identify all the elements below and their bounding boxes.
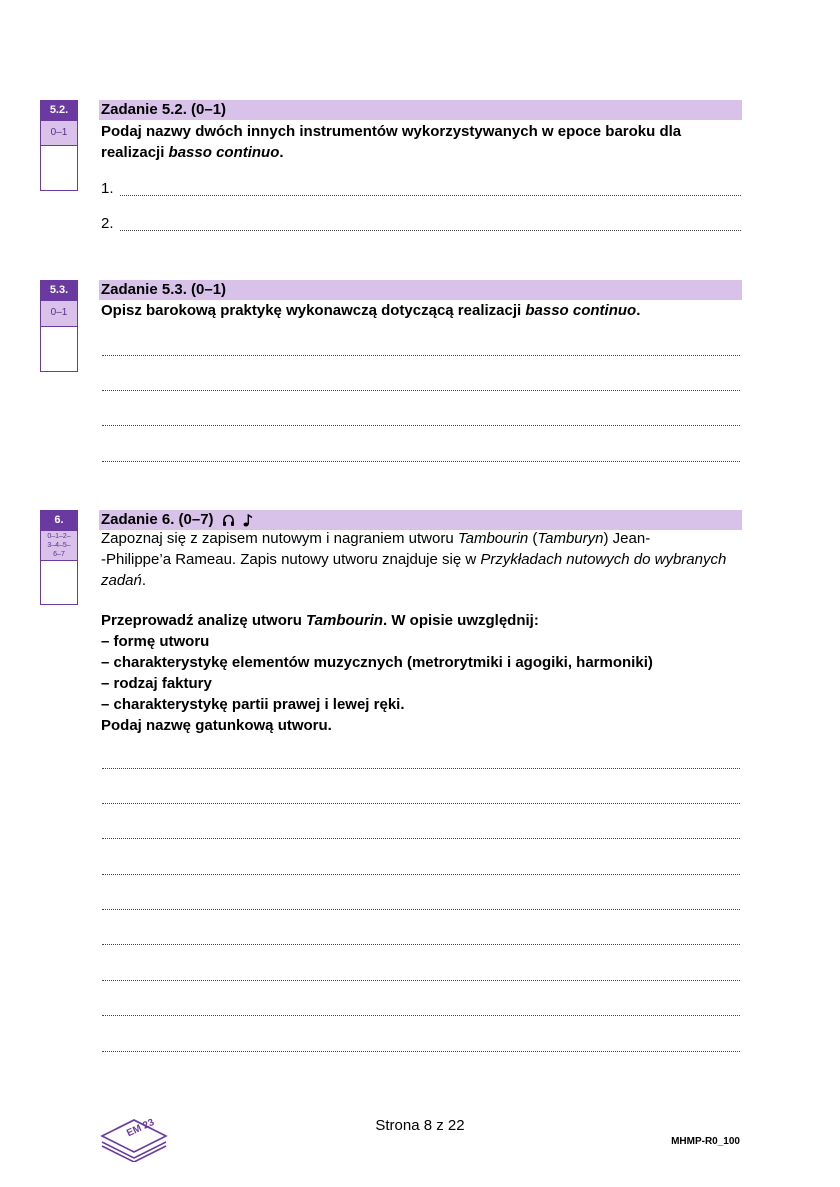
answer-line[interactable] bbox=[102, 345, 740, 356]
answer-line[interactable] bbox=[102, 451, 740, 462]
task-number: 5.2. bbox=[41, 101, 77, 120]
final-instruction: Podaj nazwę gatunkową utworu. bbox=[101, 717, 332, 734]
answer-line[interactable] bbox=[102, 1041, 740, 1052]
answer-line[interactable] bbox=[102, 415, 740, 426]
bullet-item: – charakterystykę partii prawej i lewej ręki. bbox=[101, 696, 405, 713]
logo-text: EM 23 bbox=[125, 1117, 157, 1140]
score-box[interactable] bbox=[41, 146, 77, 190]
exam-code: MHMP-R0_100 bbox=[671, 1136, 740, 1147]
task-intro: Zapoznaj się z zapisem nutowym i nagraniem utworu Tambourin (Tamburyn) Jean- -Philippe’a Rameau. Zapis nutowy utworu znajduje się w Przykładach nutowych do wybranych zadań. bbox=[101, 530, 727, 589]
answer-line[interactable] bbox=[102, 793, 740, 804]
answer-line[interactable] bbox=[102, 380, 740, 391]
instruction-line: Przeprowadź analizę utworu Tambourin. W opisie uwzględnij: bbox=[101, 612, 539, 629]
music-note-icon bbox=[243, 514, 253, 527]
task-prompt: Podaj nazwy dwóch innych instrumentów wykorzystywanych w epoce baroku dla realizacji basso continuo. bbox=[101, 123, 682, 161]
bullet-item: – charakterystykę elementów muzycznych (metrorytmiki i agogiki, harmoniki) bbox=[101, 654, 653, 671]
task-points: 0–1–2– 3–4–5– 6–7 bbox=[41, 530, 77, 561]
task-prompt: Opisz barokową praktykę wykonawczą dotyczącą realizacji basso continuo. bbox=[101, 302, 641, 319]
task-points: 0–1 bbox=[41, 300, 77, 327]
answer-line[interactable]: 2. bbox=[101, 215, 741, 233]
task-heading: Zadanie 5.2. (0–1) bbox=[99, 100, 742, 120]
bullet-item: – formę utworu bbox=[101, 633, 210, 650]
score-box[interactable] bbox=[41, 327, 77, 371]
task-badge bbox=[40, 280, 78, 372]
answer-line[interactable] bbox=[102, 758, 740, 769]
headphones-icon bbox=[222, 514, 235, 527]
task-number: 6. bbox=[41, 511, 77, 530]
answer-line[interactable] bbox=[102, 934, 740, 945]
answer-line[interactable] bbox=[102, 1005, 740, 1016]
answer-line[interactable] bbox=[102, 970, 740, 981]
cke-logo bbox=[98, 1106, 170, 1162]
task-heading: Zadanie 5.3. (0–1) bbox=[99, 280, 742, 300]
answer-line[interactable] bbox=[102, 899, 740, 910]
bullet-item: – rodzaj faktury bbox=[101, 675, 212, 692]
answer-line[interactable] bbox=[102, 864, 740, 875]
answer-line[interactable] bbox=[102, 828, 740, 839]
task-points: 0–1 bbox=[41, 120, 77, 146]
answer-line[interactable]: 1. bbox=[101, 180, 741, 198]
score-box[interactable] bbox=[41, 561, 77, 604]
task-instruction bbox=[101, 610, 741, 736]
task-badge bbox=[40, 100, 78, 191]
task-heading: Zadanie 6. (0–7) bbox=[99, 510, 742, 530]
task-badge bbox=[40, 510, 78, 605]
page-number: Strona 8 z 22 bbox=[375, 1117, 465, 1134]
task-number: 5.3. bbox=[41, 281, 77, 300]
